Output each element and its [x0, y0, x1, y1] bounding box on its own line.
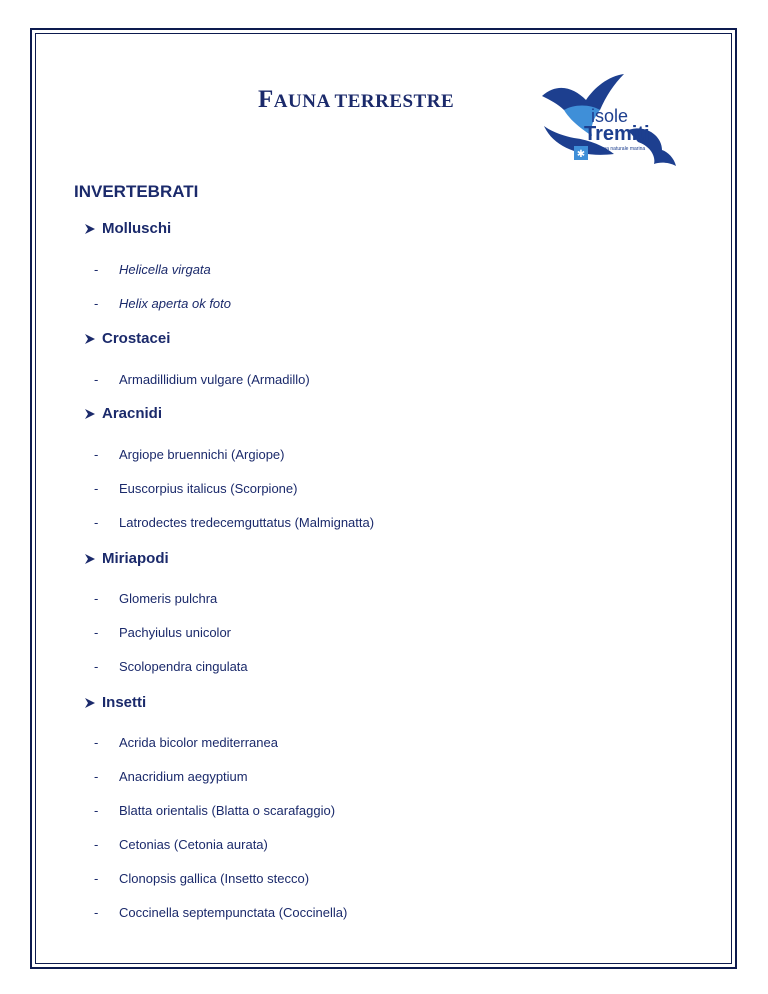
category-heading — [84, 220, 171, 237]
dash-bullet: - — [94, 481, 99, 496]
list-item — [94, 871, 309, 886]
list-item — [94, 296, 231, 311]
list-item — [94, 515, 374, 530]
dash-bullet: - — [94, 769, 99, 784]
list-item — [94, 481, 297, 496]
title-initial: F — [258, 86, 274, 113]
title-rest: AUNA TERRESTRE — [273, 91, 455, 112]
species-name: Armadillidium vulgare (Armadillo) — [119, 372, 310, 387]
dash-bullet: - — [94, 871, 99, 886]
arrow-bullet-icon — [84, 408, 96, 420]
dash-bullet: - — [94, 591, 99, 606]
dash-bullet: - — [94, 803, 99, 818]
dash-bullet: - — [94, 659, 99, 674]
arrow-bullet-icon — [84, 223, 96, 235]
category-label: Miriapodi — [102, 550, 169, 567]
page-border-inner — [35, 33, 732, 964]
list-item — [94, 803, 335, 818]
arrow-bullet-icon — [84, 697, 96, 709]
species-name: Cetonias (Cetonia aurata) — [119, 837, 268, 852]
species-name: Euscorpius italicus (Scorpione) — [119, 481, 298, 496]
category-heading — [84, 330, 170, 347]
category-heading — [84, 694, 146, 711]
species-name: Helicella virgata — [119, 262, 211, 277]
list-item — [94, 372, 310, 387]
category-heading — [84, 550, 169, 567]
category-label: Crostacei — [102, 330, 171, 347]
list-item — [94, 591, 217, 606]
dash-bullet: - — [94, 296, 99, 311]
logo-tagline: riserva naturale marina — [594, 146, 646, 152]
list-item — [94, 625, 231, 640]
species-name: Scolopendra cingulata — [119, 659, 248, 674]
dash-bullet: - — [94, 372, 99, 387]
page-title — [258, 86, 454, 114]
list-item — [94, 837, 268, 852]
list-item — [94, 769, 248, 784]
category-heading — [84, 405, 162, 422]
list-item — [94, 659, 248, 674]
species-name: Acrida bicolor mediterranea — [119, 735, 278, 750]
logo-line1: isole — [591, 106, 629, 126]
arrow-bullet-icon — [84, 553, 96, 565]
list-item — [94, 447, 284, 462]
species-name: Glomeris pulchra — [119, 591, 218, 606]
list-item — [94, 905, 347, 920]
species-name: Pachyiulus unicolor — [119, 625, 232, 640]
isole-tremiti-logo — [534, 66, 682, 170]
species-name: Argiope bruennichi (Argiope) — [119, 447, 285, 462]
species-name: Coccinella septempunctata (Coccinella) — [119, 905, 348, 920]
logo-line2: Tremiti — [584, 123, 650, 145]
species-name: Latrodectes tredecemguttatus (Malmignatta) — [119, 515, 375, 530]
category-label: Insetti — [102, 694, 147, 711]
list-item — [94, 262, 211, 277]
dash-bullet: - — [94, 735, 99, 750]
species-name: Clonopsis gallica (Insetto stecco) — [119, 871, 310, 886]
species-name: Blatta orientalis (Blatta o scarafaggio) — [119, 803, 336, 818]
category-label: Molluschi — [102, 220, 172, 237]
dash-bullet: - — [94, 905, 99, 920]
section-heading: INVERTEBRATI — [74, 182, 199, 201]
dash-bullet: - — [94, 837, 99, 852]
dash-bullet: - — [94, 262, 99, 277]
dash-bullet: - — [94, 625, 99, 640]
dash-bullet: - — [94, 515, 99, 530]
category-label: Aracnidi — [102, 405, 163, 422]
svg-text:✱: ✱ — [576, 149, 586, 160]
species-name: Anacridium aegyptium — [119, 769, 248, 784]
list-item — [94, 735, 278, 750]
species-name: Helix aperta ok foto — [119, 296, 232, 311]
arrow-bullet-icon — [84, 333, 96, 345]
dash-bullet: - — [94, 447, 99, 462]
